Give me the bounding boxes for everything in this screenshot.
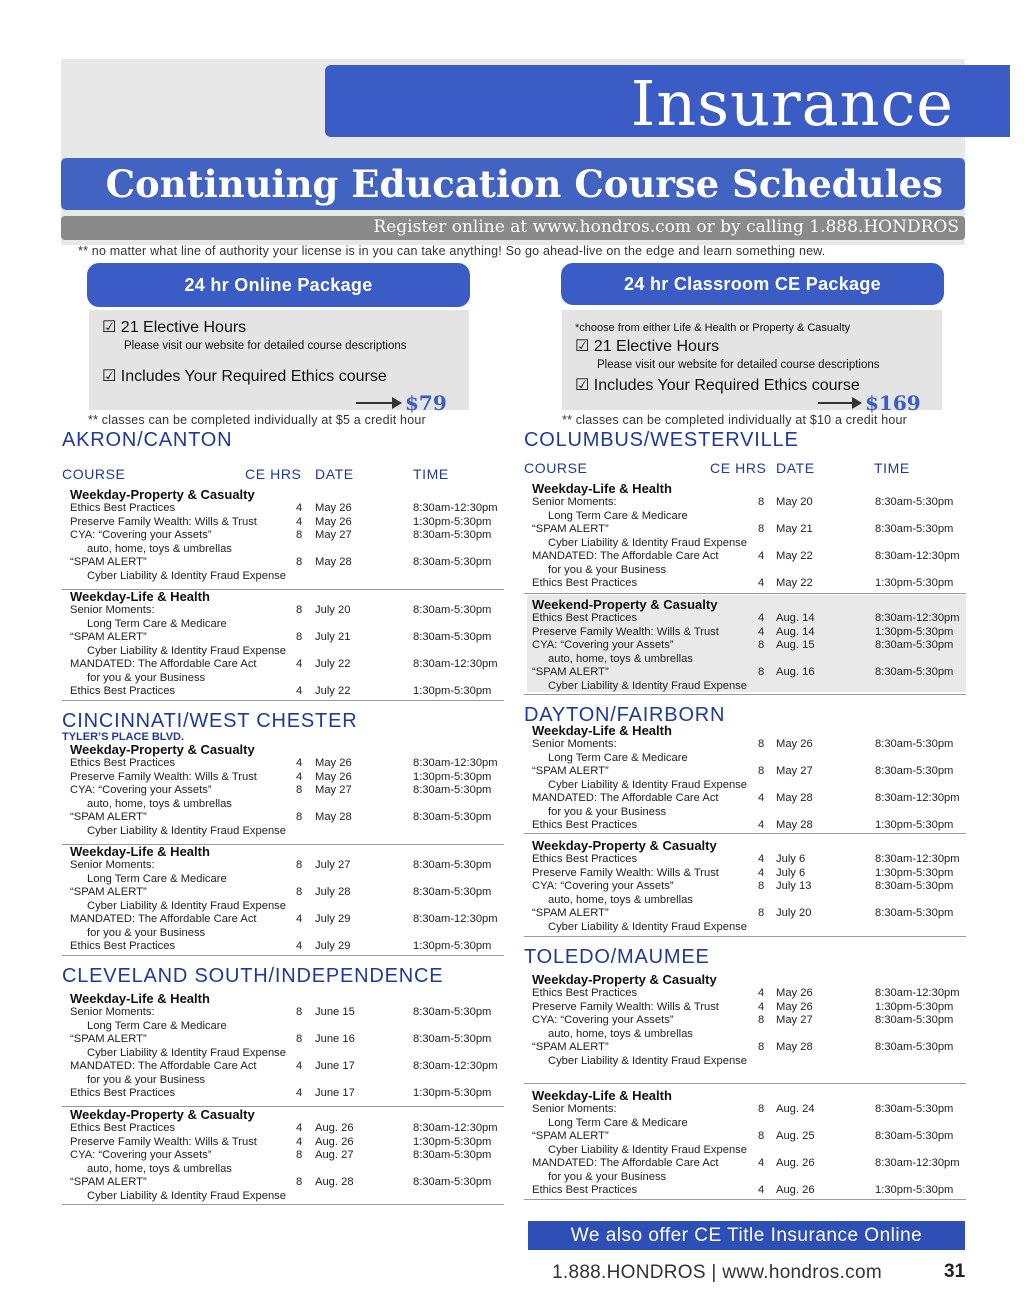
course-detail: Long Term Care & Medicare (548, 509, 688, 522)
location-columbus: COLUMBUS/WESTERVILLE (524, 429, 799, 451)
course-hours: 8 (758, 1014, 765, 1026)
course-detail: Cyber Liability & Identity Fraud Expense (548, 679, 747, 692)
course-hours: 4 (296, 685, 303, 697)
column-ce-hrs: CE HRS (245, 466, 302, 482)
course-time: 1:30pm-5:30pm (413, 1087, 492, 1099)
course-name: “SPAM ALERT” (70, 556, 147, 568)
course-hours: 8 (758, 765, 765, 777)
course-time: 8:30am-5:30pm (413, 811, 492, 823)
course-name: Preserve Family Wealth: Wills & Trust (70, 1135, 257, 1148)
course-time: 1:30pm-5:30pm (875, 1000, 954, 1013)
online-ethics-included: ☑ Includes Your Required Ethics course (102, 368, 387, 385)
course-date: July 22 (315, 658, 351, 670)
course-time: 8:30am-12:30pm (413, 658, 498, 670)
course-date: May 28 (315, 556, 352, 568)
course-detail: for you & your Business (548, 1170, 667, 1183)
course-hours: 8 (758, 639, 765, 651)
course-date: May 27 (315, 784, 352, 796)
course-date: May 26 (315, 515, 352, 528)
course-hours: 4 (296, 1135, 303, 1148)
course-hours: 4 (296, 658, 303, 670)
course-detail: Cyber Liability & Identity Fraud Expense (87, 569, 286, 582)
course-detail: Cyber Liability & Identity Fraud Expense (87, 644, 286, 657)
course-hours: 8 (296, 811, 303, 823)
course-date: May 28 (776, 819, 813, 831)
course-name: Preserve Family Wealth: Wills & Trust (70, 770, 257, 783)
course-hours: 8 (758, 738, 765, 750)
online-elective-note: Please visit our website for detailed course descriptions (124, 340, 407, 352)
course-date: July 29 (315, 940, 351, 952)
course-detail: auto, home, toys & umbrellas (548, 652, 693, 665)
course-name: “SPAM ALERT” (532, 1130, 609, 1142)
course-date: May 28 (315, 811, 352, 823)
location-toledo: TOLEDO/MAUMEE (524, 946, 710, 968)
course-time: 8:30am-5:30pm (413, 1006, 492, 1018)
course-time: 8:30am-5:30pm (413, 556, 492, 568)
course-name: Senior Moments: (532, 496, 617, 508)
course-name: “SPAM ALERT” (70, 1176, 147, 1188)
title-insurance-banner: We also offer CE Title Insurance Online (528, 1221, 965, 1250)
course-date: May 27 (776, 1014, 813, 1026)
online-package-price: $79 (405, 391, 447, 415)
section-title: Weekend-Property & Casualty (532, 597, 718, 612)
section-title: Weekday-Property & Casualty (70, 742, 255, 757)
course-detail: auto, home, toys & umbrellas (87, 797, 232, 810)
course-hours: 8 (758, 1041, 765, 1053)
section-divider (524, 833, 966, 834)
course-name: “SPAM ALERT” (532, 765, 609, 777)
arrow-right-icon (818, 402, 860, 404)
course-detail: Cyber Liability & Identity Fraud Expense (548, 536, 747, 549)
course-hours: 4 (296, 940, 303, 952)
section-title: Weekday-Life & Health (70, 589, 210, 604)
course-detail: Long Term Care & Medicare (87, 872, 227, 885)
section-title: Weekday-Property & Casualty (70, 1107, 255, 1122)
course-detail: Cyber Liability & Identity Fraud Expense (548, 920, 747, 933)
course-date: July 13 (776, 880, 812, 892)
course-hours: 8 (296, 784, 303, 796)
course-detail: Cyber Liability & Identity Fraud Expense (548, 1054, 747, 1067)
course-time: 8:30am-12:30pm (875, 853, 960, 865)
course-time: 1:30pm-5:30pm (413, 685, 492, 697)
course-name: MANDATED: The Affordable Care Act (70, 658, 257, 670)
course-date: May 26 (315, 502, 352, 514)
course-time: 8:30am-5:30pm (875, 1014, 954, 1026)
course-date: July 20 (315, 604, 351, 616)
course-time: 1:30pm-5:30pm (875, 819, 954, 831)
section-title: Weekday-Life & Health (532, 723, 672, 738)
column-course: COURSE (62, 466, 126, 482)
footer-contact: 1.888.HONDROS | www.hondros.com (552, 1262, 882, 1283)
course-name: Ethics Best Practices (70, 1122, 176, 1134)
course-hours: 8 (296, 1149, 303, 1161)
course-name: Ethics Best Practices (532, 577, 638, 589)
course-time: 8:30am-5:30pm (413, 1149, 492, 1161)
course-date: Aug. 16 (776, 666, 815, 678)
course-date: Aug. 24 (776, 1103, 815, 1115)
course-hours: 8 (758, 1103, 765, 1115)
course-detail: for you & your Business (548, 563, 667, 576)
course-name: “SPAM ALERT” (532, 666, 609, 678)
section-divider (524, 593, 966, 594)
location-cincinnati: CINCINNATI/WEST CHESTER (62, 710, 358, 732)
course-name: “SPAM ALERT” (532, 523, 609, 535)
course-hours: 4 (758, 987, 765, 999)
course-date: July 29 (315, 913, 351, 925)
course-detail: Cyber Liability & Identity Fraud Expense (87, 824, 286, 837)
section-divider (524, 694, 966, 695)
column-date: DATE (776, 460, 815, 476)
course-time: 8:30am-5:30pm (413, 886, 492, 898)
section-title: Weekday-Property & Casualty (532, 838, 717, 853)
course-date: May 22 (776, 550, 813, 562)
course-date: Aug. 26 (776, 1157, 815, 1169)
section-divider (62, 1204, 504, 1205)
course-time: 8:30am-12:30pm (413, 502, 498, 514)
course-name: Ethics Best Practices (70, 502, 176, 514)
course-name: MANDATED: The Affordable Care Act (70, 1060, 257, 1072)
course-time: 8:30am-5:30pm (413, 631, 492, 643)
course-name: Ethics Best Practices (532, 819, 638, 831)
course-time: 8:30am-5:30pm (875, 765, 954, 777)
course-date: July 27 (315, 859, 351, 871)
course-detail: Cyber Liability & Identity Fraud Expense (87, 899, 286, 912)
column-course: COURSE (524, 460, 588, 476)
course-date: June 15 (315, 1006, 355, 1018)
section-divider (62, 955, 504, 956)
course-time: 1:30pm-5:30pm (413, 940, 492, 952)
course-name: CYA: “Covering your Assets” (70, 529, 212, 541)
course-hours: 4 (758, 819, 765, 831)
course-date: May 26 (315, 757, 352, 769)
course-name: Ethics Best Practices (70, 940, 176, 952)
course-hours: 8 (296, 1006, 303, 1018)
course-name: CYA: “Covering your Assets” (532, 639, 674, 651)
course-hours: 8 (758, 1130, 765, 1142)
course-date: May 21 (776, 523, 813, 535)
course-time: 1:30pm-5:30pm (875, 866, 954, 879)
course-time: 8:30am-5:30pm (875, 496, 954, 508)
course-date: May 28 (776, 792, 813, 804)
course-hours: 4 (758, 550, 765, 562)
course-name: “SPAM ALERT” (70, 631, 147, 643)
course-name: Senior Moments: (70, 1006, 155, 1018)
course-time: 8:30am-12:30pm (413, 1060, 498, 1072)
course-time: 8:30am-5:30pm (875, 880, 954, 892)
course-time: 8:30am-12:30pm (875, 792, 960, 804)
location-akron: AKRON/CANTON (62, 429, 233, 451)
course-name: “SPAM ALERT” (70, 1033, 147, 1045)
online-package-header: 24 hr Online Package (87, 263, 470, 307)
course-date: May 26 (776, 1000, 813, 1013)
course-time: 8:30am-5:30pm (875, 523, 954, 535)
section-title: Weekday-Life & Health (532, 1088, 672, 1103)
classroom-package-price: $169 (865, 391, 921, 415)
course-time: 8:30am-5:30pm (413, 859, 492, 871)
course-hours: 8 (296, 529, 303, 541)
location-cleveland: CLEVELAND SOUTH/INDEPENDENCE (62, 965, 444, 987)
course-name: Ethics Best Practices (70, 685, 176, 697)
course-detail: Cyber Liability & Identity Fraud Expense (87, 1189, 286, 1202)
course-date: July 6 (776, 866, 806, 879)
classroom-choose-note: *choose from either Life & Health or Property & Casualty (575, 322, 851, 334)
course-name: CYA: “Covering your Assets” (70, 784, 212, 796)
column-date: DATE (315, 466, 354, 482)
course-detail: auto, home, toys & umbrellas (548, 1027, 693, 1040)
course-date: Aug. 14 (776, 625, 815, 638)
course-hours: 8 (296, 1176, 303, 1188)
course-date: July 6 (776, 853, 806, 865)
course-hours: 4 (758, 853, 765, 865)
course-name: Senior Moments: (70, 604, 155, 616)
course-detail: auto, home, toys & umbrellas (87, 1162, 232, 1175)
course-detail: for you & your Business (87, 926, 206, 939)
course-hours: 8 (296, 886, 303, 898)
course-time: 1:30pm-5:30pm (875, 577, 954, 589)
course-date: May 22 (776, 577, 813, 589)
course-date: May 26 (776, 987, 813, 999)
course-time: 8:30am-5:30pm (413, 604, 492, 616)
course-schedule-banner (61, 158, 965, 210)
course-hours: 8 (296, 604, 303, 616)
course-hours: 8 (296, 631, 303, 643)
course-time: 8:30am-12:30pm (875, 612, 960, 624)
course-detail: Cyber Liability & Identity Fraud Expense (87, 1046, 286, 1059)
course-date: May 27 (315, 529, 352, 541)
course-date: July 21 (315, 631, 351, 643)
classroom-ethics-included: ☑ Includes Your Required Ethics course (575, 377, 860, 394)
course-time: 8:30am-5:30pm (413, 1176, 492, 1188)
course-name: Senior Moments: (70, 859, 155, 871)
course-detail: auto, home, toys & umbrellas (87, 542, 232, 555)
course-detail: auto, home, toys & umbrellas (548, 893, 693, 906)
course-name: Senior Moments: (532, 1103, 617, 1115)
course-date: May 26 (315, 770, 352, 783)
page-subtitle: Continuing Education Course Schedules (105, 162, 943, 206)
course-name: Ethics Best Practices (70, 757, 176, 769)
course-date: July 20 (776, 907, 812, 919)
insurance-banner (325, 65, 1010, 140)
course-date: May 26 (776, 738, 813, 750)
course-name: Preserve Family Wealth: Wills & Trust (70, 515, 257, 528)
location-cincinnati-address: TYLER’S PLACE BLVD. (62, 731, 185, 743)
course-hours: 8 (758, 907, 765, 919)
course-hours: 4 (296, 515, 303, 528)
course-name: “SPAM ALERT” (532, 1041, 609, 1053)
page-title: Insurance (630, 67, 954, 140)
course-date: Aug. 26 (776, 1184, 815, 1196)
course-time: 8:30am-5:30pm (875, 1041, 954, 1053)
column-time: TIME (413, 466, 449, 482)
course-hours: 8 (758, 666, 765, 678)
course-date: June 17 (315, 1060, 355, 1072)
course-name: Ethics Best Practices (532, 853, 638, 865)
section-title: Weekday-Life & Health (70, 991, 210, 1006)
course-detail: Long Term Care & Medicare (87, 1019, 227, 1032)
course-name: MANDATED: The Affordable Care Act (532, 550, 719, 562)
course-time: 8:30am-5:30pm (413, 784, 492, 796)
course-hours: 8 (758, 496, 765, 508)
course-date: Aug. 26 (315, 1122, 354, 1134)
location-dayton: DAYTON/FAIRBORN (524, 704, 726, 726)
course-name: CYA: “Covering your Assets” (532, 880, 674, 892)
course-name: Preserve Family Wealth: Wills & Trust (532, 625, 719, 638)
course-date: Aug. 26 (315, 1135, 354, 1148)
course-hours: 4 (758, 1184, 765, 1196)
section-divider (62, 700, 504, 701)
section-title: Weekday-Life & Health (532, 481, 672, 496)
course-detail: for you & your Business (87, 1073, 206, 1086)
course-hours: 4 (296, 913, 303, 925)
course-hours: 4 (758, 1000, 765, 1013)
course-date: May 27 (776, 765, 813, 777)
course-hours: 4 (758, 1157, 765, 1169)
page-number: 31 (944, 1261, 966, 1282)
register-text: Register online at www.hondros.com or by calling 1.888.HONDROS (373, 217, 959, 237)
course-name: Ethics Best Practices (70, 1087, 176, 1099)
section-divider (524, 1083, 966, 1084)
course-name: “SPAM ALERT” (532, 907, 609, 919)
course-name: CYA: “Covering your Assets” (532, 1014, 674, 1026)
column-ce-hrs: CE HRS (710, 460, 767, 476)
course-time: 8:30am-5:30pm (875, 639, 954, 651)
course-detail: for you & your Business (548, 805, 667, 818)
online-elective-hours: ☑ 21 Elective Hours (102, 319, 247, 336)
course-time: 1:30pm-5:30pm (875, 625, 954, 638)
course-date: May 28 (776, 1041, 813, 1053)
course-hours: 4 (758, 792, 765, 804)
course-time: 8:30am-5:30pm (875, 738, 954, 750)
course-time: 8:30am-5:30pm (875, 1130, 954, 1142)
course-name: “SPAM ALERT” (70, 886, 147, 898)
course-name: “SPAM ALERT” (70, 811, 147, 823)
section-divider (524, 936, 966, 937)
section-title: Weekday-Life & Health (70, 844, 210, 859)
course-name: MANDATED: The Affordable Care Act (70, 913, 257, 925)
course-time: 8:30am-5:30pm (875, 666, 954, 678)
course-time: 8:30am-5:30pm (413, 1033, 492, 1045)
course-date: Aug. 28 (315, 1176, 354, 1188)
course-time: 8:30am-5:30pm (413, 529, 492, 541)
course-date: Aug. 15 (776, 639, 815, 651)
course-time: 8:30am-5:30pm (875, 907, 954, 919)
course-date: July 28 (315, 886, 351, 898)
section-divider (524, 1199, 966, 1200)
course-hours: 8 (758, 523, 765, 535)
course-date: Aug. 14 (776, 612, 815, 624)
course-name: Ethics Best Practices (532, 1184, 638, 1196)
course-detail: for you & your Business (87, 671, 206, 684)
course-hours: 8 (758, 880, 765, 892)
column-time: TIME (874, 460, 910, 476)
course-name: Preserve Family Wealth: Wills & Trust (532, 866, 719, 879)
course-detail: Long Term Care & Medicare (548, 751, 688, 764)
course-hours: 4 (296, 1060, 303, 1072)
course-name: MANDATED: The Affordable Care Act (532, 1157, 719, 1169)
course-hours: 4 (296, 502, 303, 514)
course-hours: 4 (758, 866, 765, 879)
course-hours: 4 (296, 770, 303, 783)
course-name: Preserve Family Wealth: Wills & Trust (532, 1000, 719, 1013)
online-individual-note: ** classes can be completed individually at $5 a credit hour (88, 413, 426, 427)
course-date: Aug. 25 (776, 1130, 815, 1142)
section-title: Weekday-Property & Casualty (532, 972, 717, 987)
course-name: Senior Moments: (532, 738, 617, 750)
classroom-elective-note: Please visit our website for detailed course descriptions (597, 359, 880, 371)
course-name: Ethics Best Practices (532, 987, 638, 999)
course-time: 8:30am-12:30pm (413, 1122, 498, 1134)
course-hours: 4 (758, 612, 765, 624)
course-time: 8:30am-12:30pm (413, 757, 498, 769)
course-time: 1:30pm-5:30pm (413, 515, 492, 528)
course-time: 8:30am-12:30pm (413, 913, 498, 925)
course-detail: Cyber Liability & Identity Fraud Expense (548, 778, 747, 791)
course-name: CYA: “Covering your Assets” (70, 1149, 212, 1161)
course-time: 8:30am-5:30pm (875, 1103, 954, 1115)
course-time: 8:30am-12:30pm (875, 987, 960, 999)
arrow-right-icon (356, 402, 400, 404)
classroom-individual-note: ** classes can be completed individually at $10 a credit hour (562, 413, 908, 427)
classroom-package-header: 24 hr Classroom CE Package (561, 263, 944, 305)
course-hours: 4 (296, 1122, 303, 1134)
course-time: 8:30am-12:30pm (875, 550, 960, 562)
course-hours: 4 (296, 1087, 303, 1099)
course-name: Ethics Best Practices (532, 612, 638, 624)
course-hours: 4 (758, 625, 765, 638)
course-time: 8:30am-12:30pm (875, 1157, 960, 1169)
course-time: 1:30pm-5:30pm (413, 1135, 492, 1148)
course-detail: Cyber Liability & Identity Fraud Expense (548, 1143, 747, 1156)
course-date: July 22 (315, 685, 351, 697)
course-time: 1:30pm-5:30pm (413, 770, 492, 783)
authority-note: ** no matter what line of authority your license is in you can take anything! So go ahead-live on the edge and learn something new. (78, 244, 826, 258)
course-date: June 16 (315, 1033, 355, 1045)
classroom-elective-hours: ☑ 21 Elective Hours (575, 338, 720, 355)
section-title: Weekday-Property & Casualty (70, 487, 255, 502)
course-detail: Long Term Care & Medicare (87, 617, 227, 630)
course-name: MANDATED: The Affordable Care Act (532, 792, 719, 804)
course-hours: 4 (296, 757, 303, 769)
course-hours: 8 (296, 859, 303, 871)
course-hours: 8 (296, 556, 303, 568)
course-hours: 8 (296, 1033, 303, 1045)
course-date: June 17 (315, 1087, 355, 1099)
register-bar (61, 216, 965, 240)
course-date: Aug. 27 (315, 1149, 354, 1161)
course-detail: Long Term Care & Medicare (548, 1116, 688, 1129)
course-hours: 4 (758, 577, 765, 589)
course-date: May 20 (776, 496, 813, 508)
course-time: 1:30pm-5:30pm (875, 1184, 954, 1196)
